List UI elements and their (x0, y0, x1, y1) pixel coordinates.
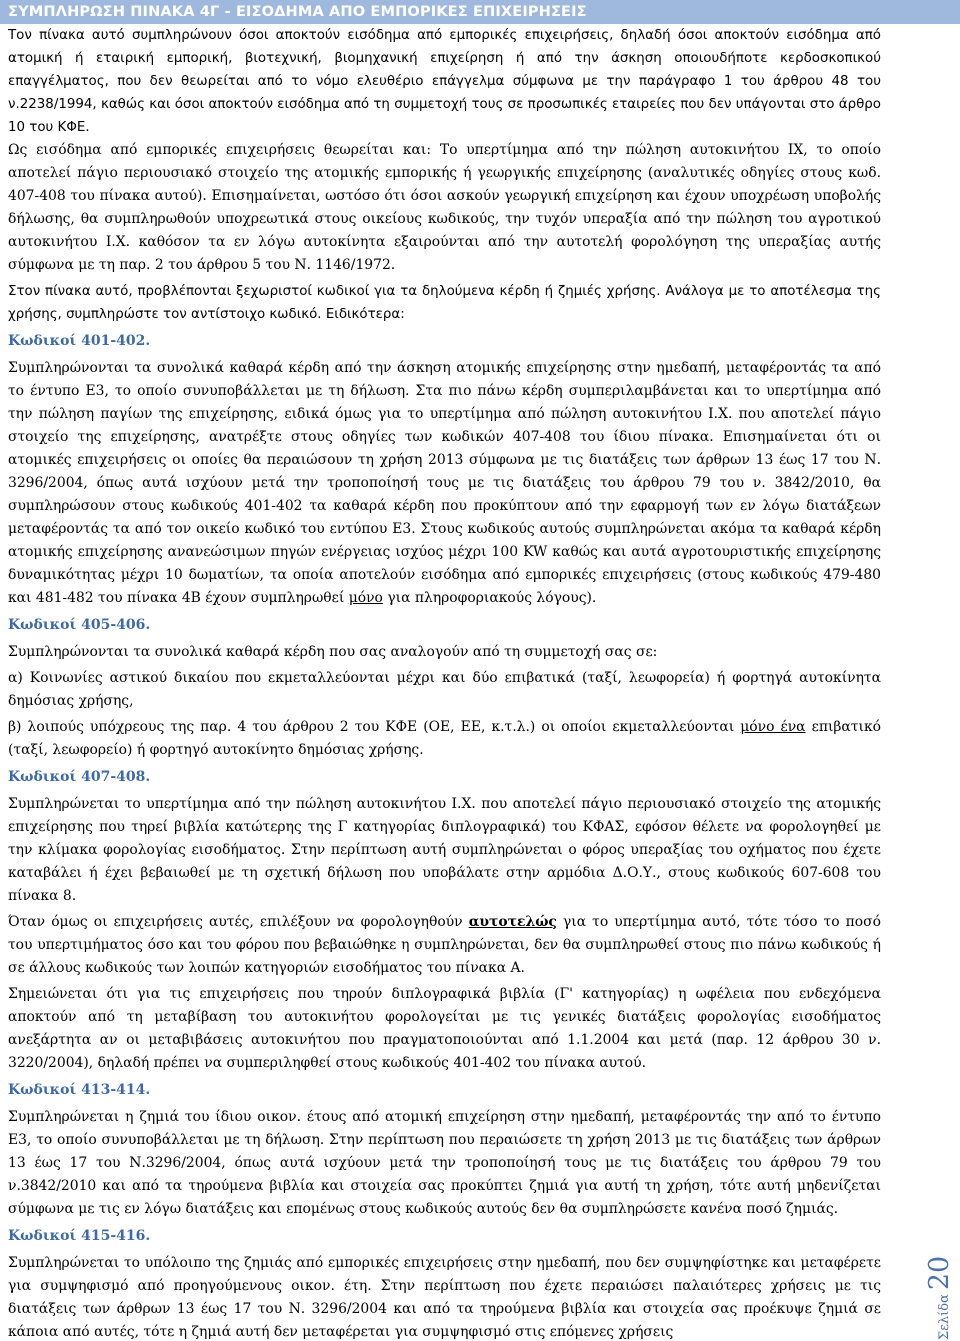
codes-413-414-paragraph: Συμπληρώνεται η ζημιά του ίδιου οικον. έτους από ατομική επιχείρηση στην ημεδαπή, μεταφέροντάς την από το έντυπο Ε3, το οποίο συνυποβάλλεται με τη δήλωση. Στην περίπτωση που περαιώσετε τη χρήση 2013 με τις διατάξεις των άρθρων 13 έως 17 του Ν.3296/2004, όπως αυτά ισχύουν μετά την τροποποίησή τους με τις διατάξεις του άρθρου 79 του ν.3842/2010 και από τα τηρούμενα βιβλία και στοιχεία σας προκύπτει ζημιά για αυτή τη χρήση, τότε αυτή μηδενίζεται σύμφωνα με τις εν λόγω διατάξεις και επομένως στους κωδικούς αυτούς δεν θα συμπληρώσετε κανένα ποσό ζημιάς. (8, 1109, 881, 1217)
page-number-block (924, 1255, 955, 1340)
heading-codes-407-408: Κωδικοί 407-408. (8, 769, 151, 785)
page-label: Σελίδα (937, 1294, 952, 1340)
codes-415-416-paragraph: Συμπληρώνεται το υπόλοιπο της ζημιάς από εμπορικές επιχειρήσεις στην ημεδαπή, που δεν συμψηφίστηκε και μεταφέρετε για συμψηφισμό από προηγούμενους οικον. έτη. Στην περίπτωση που έχετε περαιώσει παλαιότερες χρήσεις με τις διατάξεις των άρθρων 13 έως 17 του Ν. 3296/2004 και από τα τηρούμενα βιβλία και στοιχεία σας προέκυψε ζημιά σε κάποια από αυτές, τότε η ζημιά αυτή δεν μεταφέρεται για συμψηφισμό στις επόμενες χρήσεις (8, 1255, 881, 1340)
item-b-text-end: επιβατικό (ταξί, λεωφορείο) ή φορτηγό αυτοκίνητο δημόσιας χρήσης. (8, 719, 881, 758)
paragraph-2-text: Όταν όμως οι επιχειρήσεις αυτές, επιλέξουν να φορολογηθούν (8, 914, 463, 930)
codes-401-402-text: Συμπληρώνονται τα συνολικά καθαρά κέρδη από την άσκηση ατομικής επιχείρησης στην ημεδαπή, μεταφέροντάς τα από το έντυπο Ε3, το οποίο συνυποβάλλεται με τη δήλωση. Στα πιο πάνω κέρδη συμπεριλαμβάνεται και το υπερτίμημα από την πώληση παγίων της επιχείρησης, ειδικά όμως για το υπερτίμημα από πώληση αυτοκινήτου Ι.Χ. που αποτελεί πάγιο στοιχείο της επιχείρησης, ανατρέξτε στους οδηγίες των κωδικών 407-408 του ίδιου πίνακα. Επισημαίνεται ότι οι ατομικές επιχειρήσεις οι οποίες θα περαιώσουν τη χρήση 2013 σύμφωνα με τις διατάξεις των άρθρων 13 έως 17 του Ν. 3296/2004, όπως αυτά ισχύουν μετά την τροποποίησή τους με τις διατάξεις του άρθρου 79 του ν. 3842/2010, θα συμπληρώσουν στους κωδικούς 401-402 τα καθαρά κέρδη που προκύπτουν από την εφαρμογή των εν λόγω διατάξεων μεταφέροντάς τα από τον οικείο κωδικό του εντύπου Ε3. Στους κωδικούς αυτούς συμπληρώνεται ακόμα τα καθαρά κέρδη ατομικής επιχείρησης ανανεώσιμων πηγών ενέργειας ισχύος μέχρι 100 KW καθώς και αυτά αγροτουριστικής επιχείρησης δυναμικότητας μέχρι 10 δωματίων, τα οποία αποτελούν εισόδημα από εμπορικές επιχειρήσεις (στους κωδικούς 479-480 και 481-482 του πίνακα 4Β έχουν συμπληρωθεί (8, 360, 881, 606)
table-note-paragraph: Στον πίνακα αυτό, προβλέπονται ξεχωριστοί κωδικοί για τα δηλούμενα κέρδη ή ζημιές χρήσης. Ανάλογα με το αποτέλεσμα της χρήσης, συμπληρώστε τον αντίστοιχο κωδικό. Ειδικότερα: (8, 284, 881, 322)
heading-codes-415-416: Κωδικοί 415-416. (8, 1228, 151, 1244)
underlined-only-one: μόνο ένα (740, 719, 806, 735)
bold-underlined-autonomously: αυτοτελώς (468, 914, 557, 930)
codes-407-408-paragraph-1: Συμπληρώνεται το υπερτίμημα από την πώληση αυτοκινήτου Ι.Χ. που αποτελεί πάγιο περιουσιακό στοιχείο της ατομικής επιχείρησης που τηρεί βιβλία κατώτερης της Γ κατηγορίας διπλογραφικά) του ΚΦΑΣ, εφόσον θέλετε να φορολογηθεί με την κλίμακα φορολογίας εισοδήματος. Στην περίπτωση αυτή συμπληρώνεται ο φόρος υπεραξίας του οχήματος που έχετε καταβάλει ή έχει βεβαιωθεί με τη σχετική δήλωση που υποβάλατε στην αρμόδια Δ.Ο.Υ., στους κωδικούς 607-608 του πίνακα 8. (8, 796, 881, 904)
codes-407-408-paragraph-2 (8, 911, 881, 980)
definition-paragraph: Ως εισόδημα από εμπορικές επιχειρήσεις θεωρείται και: Το υπερτίμημα από την πώληση αυτοκινήτου ΙΧ, το οποίο αποτελεί πάγιο περιουσιακό στοιχείο της ατομικής εμπορικής ή γεωργικής επιχείρησης (αναλυτικές οδηγίες στους κωδ. 407-408 του πίνακα αυτού). Επισημαίνεται, ωστόσο ότι όσοι ασκούν γεωργική επιχείρηση και έχουν υποχρέωση υποβολής δήλωσης, θα συμπληρωθούν υποχρεωτικά στους οικείους κωδικούς, την τυχόν υπεραξία από την πώληση του αγροτικού αυτοκινήτου Ι.Χ. καθόσον τα εν λόγω αυτοκίνητα εξαιρούνται από την αυτοτελή φορολόγηση της υπεραξίας αυτής σύμφωνα με τη παρ. 2 του άρθρου 5 του Ν. 1146/1972. (8, 142, 881, 273)
page-number: 20 (924, 1255, 955, 1291)
heading-codes-413-414: Κωδικοί 413-414. (8, 1082, 151, 1098)
page-number-rotated (924, 1256, 955, 1340)
intro-paragraph: Τον πίνακα αυτό συμπληρώνουν όσοι αποκτούν εισόδημα από εμπορικές επιχειρήσεις, δηλαδή όσοι αποκτούν εισόδημα από ατομική ή εταιρική εμπορική, βιοτεχνική, βιομηχανική επιχείρηση ή από την άσκηση οποιουδήποτε κερδοσκοπικού επαγγέλματος, που δεν θεωρείται από το νόμο ελευθέριο επάγγελμα σύμφωνα με την παράγραφο 1 του άρθρου 48 του ν.2238/1994, καθώς και όσοι αποκτούν εισόδημα από τη συμμετοχή τους σε προσωπικές εταιρείες που δεν υπάγονται στο άρθρο 10 του ΚΦΕ. (8, 28, 881, 135)
item-b-text: β) λοιπούς υπόχρεους της παρ. 4 του άρθρου 2 του ΚΦΕ (ΟΕ, ΕΕ, κ.τ.λ.) οι οποίοι εκμεταλλεύονται (8, 719, 735, 735)
document-body (8, 24, 881, 1341)
codes-407-408-paragraph-3: Σημειώνεται ότι για τις επιχειρήσεις που τηρούν διπλογραφικά βιβλία (Γ' κατηγορίας) η ωφέλεια που ενδεχόμενα αποκτούν από τη μεταβίβαση του αυτοκινήτου φορολογείται με τις γενικές διατάξεις φορολογίας εισοδήματος ανεξάρτητα αν οι μεταβιβάσεις αυτοκινήτου που πραγματοποιούνται από 1.1.2004 και μετά (παρ. 12 άρθρου 30 ν. 3220/2004), δηλαδή πρέπει να συμπεριληφθεί στους κωδικούς 401-402 του πίνακα αυτού. (8, 986, 881, 1071)
codes-401-402-text-end: για πληροφοριακούς λόγους). (387, 590, 597, 606)
section-title-bar (0, 0, 960, 24)
heading-codes-405-406: Κωδικοί 405-406. (8, 617, 151, 633)
underlined-only-word: μόνο (348, 590, 383, 606)
section-title: ΣΥΜΠΛΗΡΩΣΗ ΠΙΝΑΚΑ 4Γ - ΕΙΣΟΔΗΜΑ ΑΠΟ ΕΜΠΟΡΙΚΕΣ ΕΠΙΧΕΙΡΗΣΕΙΣ (8, 3, 587, 20)
codes-405-406-intro: Συμπληρώνονται τα συνολικά καθαρά κέρδη που σας αναλογούν από τη συμμετοχή σας σε: (8, 644, 658, 660)
codes-405-406-item-a: α) Κοινωνίες αστικού δικαίου που εκμεταλλεύονται μέχρι και δύο επιβατικά (ταξί, λεωφορεία) ή φορτηγά αυτοκίνητα δημόσιας χρήσης, (8, 670, 881, 709)
codes-405-406-item-b (8, 716, 881, 762)
heading-codes-401-402: Κωδικοί 401-402. (8, 333, 151, 349)
codes-401-402-paragraph (8, 357, 881, 610)
paragraph-2-text-end: για το υπερτίμημα αυτό, τότε τόσο το ποσό του υπερτιμήματος όσο και του φόρου που βεβαιώθηκε η συμπληρώνεται, δεν θα συμπληρωθεί στους πιο πάνω κωδικούς ή σε άλλους κωδικούς των λοιπών κατηγοριών εισοδήματος του πίνακα Α. (8, 914, 882, 976)
